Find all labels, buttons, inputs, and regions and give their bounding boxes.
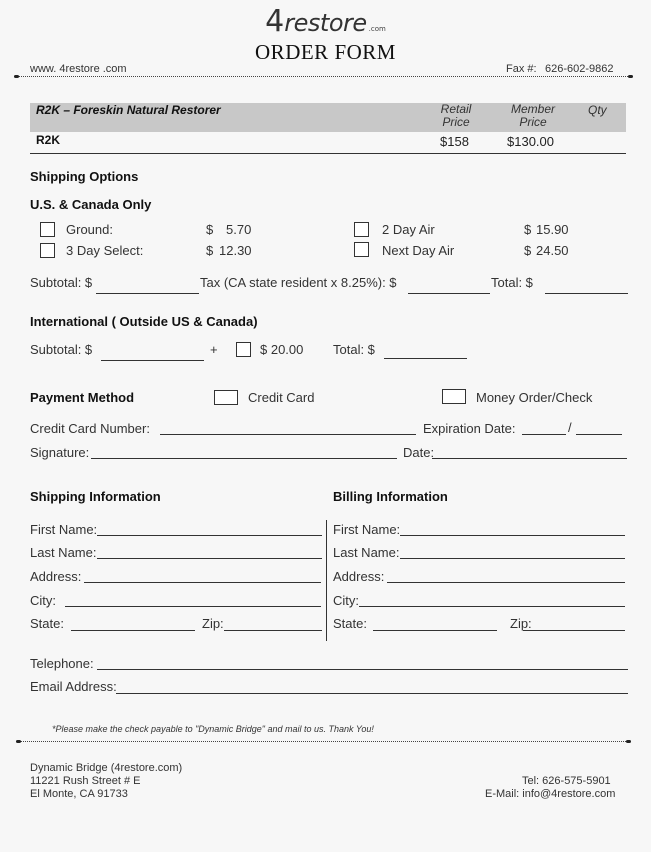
signature-field[interactable] (91, 458, 397, 459)
next-day-price: 24.50 (536, 243, 569, 258)
two-day-currency: $ (524, 222, 532, 237)
ship-zip-field[interactable] (224, 630, 322, 631)
billing-info-heading: Billing Information (333, 489, 448, 504)
ground-currency: $ (206, 222, 214, 237)
ship-zip-label: Zip: (202, 616, 224, 631)
tax-field[interactable] (408, 293, 490, 294)
footer-street: 11221 Rush Street # E (30, 775, 141, 787)
ship-state-label: State: (30, 616, 64, 631)
member-price-header: Member Price (510, 102, 555, 129)
two-day-price: 15.90 (536, 222, 569, 237)
page-title: ORDER FORM (255, 40, 396, 64)
bill-last-name-field[interactable] (400, 558, 625, 559)
email-field[interactable] (116, 693, 628, 694)
bottom-divider (20, 741, 630, 742)
website-text: www. 4restore .com (30, 63, 127, 75)
intl-total-label: Total: $ (333, 342, 375, 357)
shipping-info-heading: Shipping Information (30, 489, 161, 504)
money-order-label: Money Order/Check (476, 390, 593, 405)
us-subtotal-label: Subtotal: $ (30, 275, 93, 290)
date-field[interactable] (432, 458, 627, 459)
money-order-checkbox[interactable] (442, 389, 466, 404)
fax-number: 626-602-9862 (545, 63, 614, 75)
bottom-divider-end-right (626, 740, 631, 743)
column-divider (326, 520, 327, 641)
ship-first-name-label: First Name: (30, 522, 98, 537)
footer-city: El Monte, CA 91733 (30, 788, 128, 800)
bill-first-name-field[interactable] (400, 535, 625, 536)
retail-price-value: $158 (440, 134, 469, 149)
member-price-value: $130.00 (507, 134, 554, 149)
ship-city-field[interactable] (65, 606, 321, 607)
next-day-currency: $ (524, 243, 532, 258)
ground-label: Ground: (66, 222, 113, 237)
bill-city-label: City: (333, 593, 359, 608)
ship-first-name-field[interactable] (97, 535, 322, 536)
footer-company: Dynamic Bridge (4restore.com) (30, 762, 183, 774)
us-subtotal-field[interactable] (96, 293, 199, 294)
divider-end-left (14, 75, 19, 78)
next-day-checkbox[interactable] (354, 242, 369, 257)
intl-plus: + (210, 342, 218, 357)
ground-checkbox[interactable] (40, 222, 55, 237)
expiration-label: Expiration Date: (423, 421, 516, 436)
logo (0, 4, 651, 39)
bottom-divider-end-left (16, 740, 21, 743)
divider-end-right (628, 75, 633, 78)
telephone-field[interactable] (97, 669, 628, 670)
intl-fee-checkbox[interactable] (236, 342, 251, 357)
ship-last-name-field[interactable] (97, 558, 322, 559)
top-divider (18, 76, 632, 77)
shipping-options-heading: Shipping Options (30, 169, 139, 184)
ship-address-label: Address: (30, 569, 82, 584)
ship-last-name-label: Last Name: (30, 545, 97, 560)
retail-price-header: Retail Price (440, 102, 472, 129)
ship-city-label: City: (30, 593, 56, 608)
qty-header: Qty (588, 103, 607, 117)
logo-four: 4 (265, 4, 285, 39)
table-bottom-rule (30, 153, 626, 154)
three-day-price: 12.30 (219, 243, 252, 258)
credit-card-checkbox[interactable] (214, 390, 238, 405)
us-canada-heading: U.S. & Canada Only (30, 197, 152, 212)
bill-state-field[interactable] (373, 630, 497, 631)
two-day-label: 2 Day Air (382, 222, 435, 237)
cc-number-field[interactable] (160, 434, 416, 435)
three-day-label: 3 Day Select: (66, 243, 144, 258)
intl-total-field[interactable] (384, 358, 467, 359)
bill-city-field[interactable] (359, 606, 625, 607)
product-name: R2K – Foreskin Natural Restorer (36, 103, 221, 117)
bill-zip-label: Zip: (510, 616, 532, 631)
fax-label: Fax #: (506, 63, 537, 75)
ship-address-field[interactable] (84, 582, 321, 583)
payment-note: *Please make the check payable to "Dynamic Bridge" and mail to us. Thank You! (52, 724, 374, 734)
tax-label: Tax (CA state resident x 8.25%): $ (200, 275, 397, 290)
expiration-month-field[interactable] (522, 434, 566, 435)
email-label: Email Address: (30, 679, 117, 694)
ship-state-field[interactable] (71, 630, 195, 631)
expiration-slash: / (568, 420, 572, 435)
signature-label: Signature: (30, 445, 90, 460)
bill-zip-field[interactable] (523, 630, 625, 631)
payment-method-heading: Payment Method (30, 390, 135, 405)
logo-com: .com (368, 25, 386, 33)
logo-restore: restore (284, 9, 367, 37)
international-heading: International ( Outside US & Canada) (30, 314, 258, 329)
product-code: R2K (36, 133, 61, 147)
credit-card-label: Credit Card (248, 390, 315, 405)
telephone-label: Telephone: (30, 656, 94, 671)
bill-state-label: State: (333, 616, 367, 631)
ground-price: 5.70 (226, 222, 252, 237)
next-day-label: Next Day Air (382, 243, 455, 258)
three-day-currency: $ (206, 243, 214, 258)
two-day-checkbox[interactable] (354, 222, 369, 237)
intl-subtotal-label: Subtotal: $ (30, 342, 93, 357)
us-total-label: Total: $ (491, 275, 533, 290)
date-label: Date: (403, 445, 435, 460)
bill-address-label: Address: (333, 569, 385, 584)
expiration-year-field[interactable] (576, 434, 622, 435)
bill-address-field[interactable] (387, 582, 625, 583)
bill-last-name-label: Last Name: (333, 545, 400, 560)
intl-subtotal-field[interactable] (101, 360, 204, 361)
bill-first-name-label: First Name: (333, 522, 401, 537)
footer-email: E-Mail: info@4restore.com (485, 788, 616, 800)
footer-tel: Tel: 626-575-5901 (522, 775, 611, 787)
cc-number-label: Credit Card Number: (30, 421, 150, 436)
us-total-field[interactable] (545, 293, 628, 294)
three-day-checkbox[interactable] (40, 243, 55, 258)
intl-fee: $ 20.00 (260, 342, 304, 357)
